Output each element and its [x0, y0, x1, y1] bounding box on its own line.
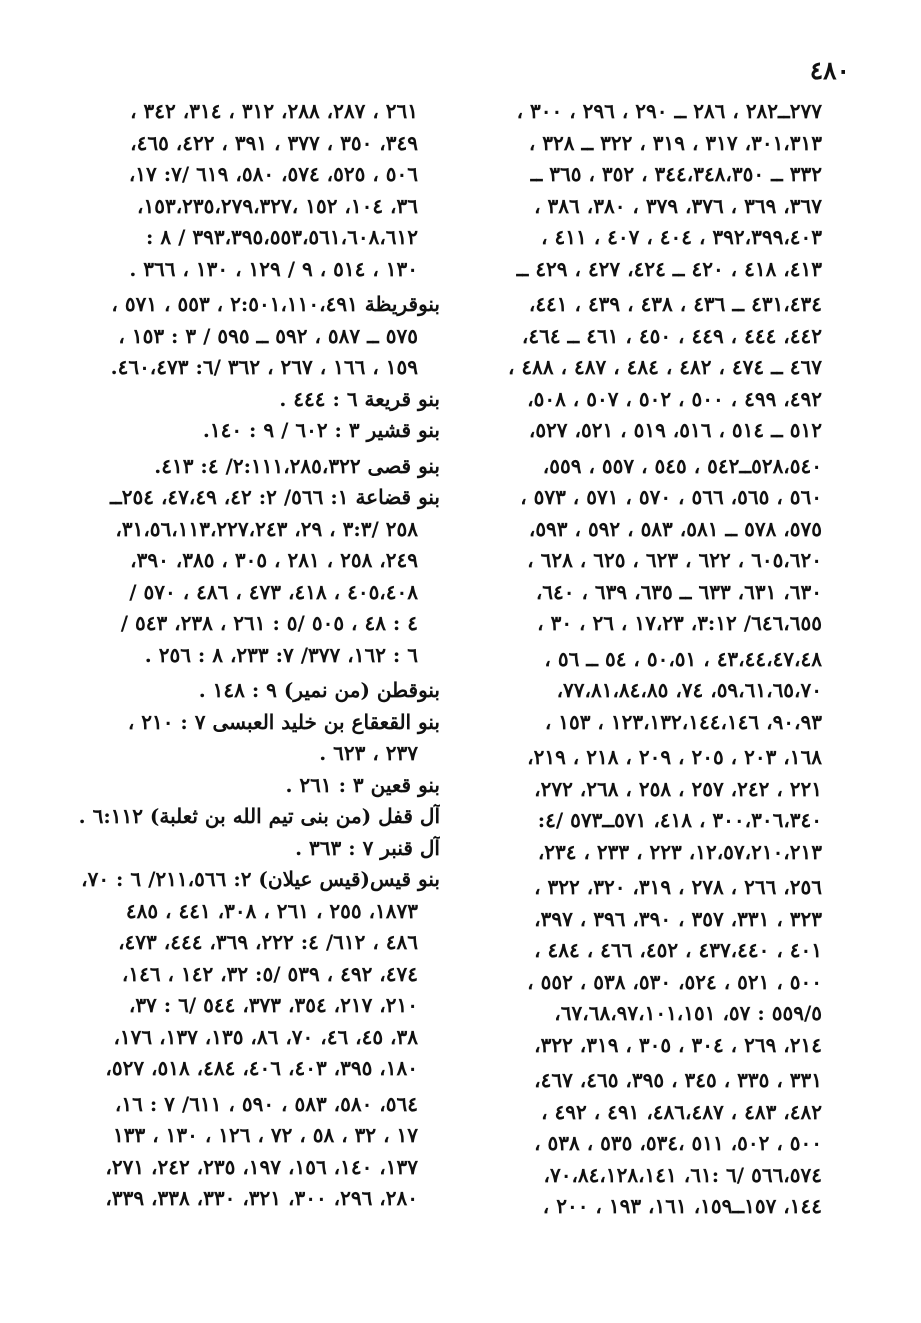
index-line: ٤٨٢، ٤٨٣ ، ٤٨٦،٤٨٧، ٤٩١ ، ٤٩٢ ، [541, 1099, 822, 1124]
index-line: ٤٣،٤٤،٤٧،٤٨ ، ٥٠،٥١ ، ٥٤ ــ ٥٦ ، [544, 646, 822, 671]
index-line: ٣٠١،٣١٣، ٣١٧ ، ٣١٩ ، ٣٢٢ ــ ٣٢٨ ، [528, 130, 822, 155]
index-line: ٢٤٩، ٢٥٨ ، ٢٨١ ، ٣٠٥ ، ٣٨٥، ٣٩٠، [130, 548, 418, 572]
index-line: ٢٢١ ، ٢٤٢، ٢٥٧ ، ٢٥٨ ، ٢٦٨، ٢٧٢، [534, 776, 822, 801]
index-line: ٥٧٥، ٥٧٨ ــ ٥٨١، ٥٨٣ ، ٥٩٢ ، ٥٩٣، [528, 516, 822, 541]
index-line: ٤٧٤، ٤٩٢ ، ٥٣٩ /٥: ٣٢، ١٤٢ ، ١٤٦، [121, 961, 418, 986]
index-column-left [62, 96, 440, 1215]
index-line: ٤١٣، ٤١٨ ، ٤٢٠ ــ ٤٢٤، ٤٢٧ ، ٤٢٩ ــ [516, 256, 822, 281]
index-line: ٥٥٩/٥ : ٥٧، ٦٧،٦٨،٩٧،١٠١،١٥١، [554, 1001, 822, 1025]
index-line: ٣٢٣ ، ٣٣١، ٣٥٧ ، ٣٩٠، ٣٩٦ ، ٣٩٧، [534, 906, 822, 931]
index-line: ٣٦، ١٠٤، ١٥٢ ،١٥٣،٢٣٥،٢٧٩،٣٢٧، [137, 193, 418, 218]
index-line: ٣٣١ ، ٣٣٥ ، ٣٤٥ ، ٣٩٥، ٤٦٥، ٤٦٧، [534, 1068, 822, 1092]
index-line: ٤٨٦ ، ٦١٢/ ٤: ٢٢٢، ٣٦٩، ٤٤٤، ٤٧٣، [118, 930, 418, 954]
index-line: ٣٩٣،٣٩٥،٥٥٣،٥٦١،٦٠٨،٦١٢ / ٨ : [146, 225, 418, 249]
page-number: ٤٨٠ [809, 56, 850, 85]
index-line: ٥٦٤، ٥٨٠، ٥٨٣ ، ٥٩٠ ، ٦١١/ ٧ : ١٦، [114, 1091, 418, 1116]
index-line: ٤٠١ ، ٤٣٧،٤٤٠ ، ٤٥٢، ٤٦٦ ، ٤٨٤ ، [534, 938, 822, 962]
index-line: ٥١٢ ــ ٥١٤ ، ٥١٦، ٥١٩ ، ٥٢١، ٥٢٧، [528, 418, 822, 442]
index-line: ٥٦٦،٥٧٤ /٦ :٦١، ٧٠،٨٤،١٢٨،١٤١، [543, 1162, 822, 1187]
index-line: ٢١٠، ٢١٧، ٣٥٤، ٣٧٣، ٥٤٤ /٦ : ٣٧، [128, 993, 418, 1017]
index-line: ٢١٤، ٢٦٩ ، ٣٠٤ ، ٣٠٥ ، ٣١٩، ٣٢٢، [534, 1032, 822, 1057]
index-entry-line: آل قفل (من بنى تيم الله بن ثعلبة) ٦:١١٢ . [78, 804, 440, 828]
index-line: ١٣٠ ، ٥١٤ ، ٩ / ١٢٩ ، ١٣٠ ، ٣٦٦ . [129, 256, 418, 281]
index-entry-line: بنو قضاعة ١: ٥٦٦/ ٢: ٤٢، ٤٧،٤٩، ٢٥٤ــ [110, 485, 440, 509]
index-line: ٤٤٢، ٤٤٤ ، ٤٤٩ ، ٤٥٠ ، ٤٦١ ــ ٤٦٤، [521, 323, 822, 348]
index-line: ٣٤٩، ٣٥٠ ، ٣٧٧ ، ٣٩١ ، ٤٢٢، ٤٦٥، [130, 130, 418, 155]
index-line: ٢٣٧ ، ٦٢٣ . [319, 741, 418, 765]
index-line: ٢٨٠، ٢٩٦، ٣٠٠، ٣٢١، ٣٣٠، ٣٣٨، ٣٣٩، [105, 1186, 418, 1210]
index-line: ١٣٧، ١٤٠، ١٥٦، ١٩٧، ٢٣٥، ٢٤٢، ٢٧١، [105, 1154, 418, 1179]
index-line: ٣٣٢ ــ ٣٤٤،٣٤٨،٣٥٠ ، ٣٥٢ ، ٣٦٥ ــ [530, 162, 822, 186]
index-entry-line: بنو القعقاع بن خليد العبسى ٧ : ٢١٠ ، [127, 709, 440, 734]
index-entry-line: بنوقطن (من نمير) ٩ : ١٤٨ . [198, 678, 440, 702]
index-line: ٣٩٢،٣٩٩،٤٠٣ ، ٤٠٤ ، ٤٠٧ ، ٤١١ ، [541, 225, 822, 249]
index-line: ٥٠٠ ، ٥٠٢، ٥١١ ،٥٣٤، ٥٣٥ ، ٥٣٨ ، [534, 1131, 822, 1155]
index-line: ٦٠٥،٦٢٠ ، ٦٢٢ ، ٦٢٣ ، ٦٢٥ ، ٦٢٨ ، [527, 548, 822, 572]
index-line: ٢٥٦، ٢٦٦ ، ٢٧٨ ، ٣١٩، ٣٢٠، ٣٢٢ ، [534, 875, 822, 899]
index-line: ٣٨، ٤٥، ٤٦، ٧٠، ٨٦، ١٣٥، ١٣٧، ١٧٦، [113, 1024, 418, 1049]
index-line: ٤٣١،٤٣٤ ــ ٤٣٦ ، ٤٣٨ ، ٤٣٩ ، ٤٤١، [528, 292, 822, 316]
index-line: ١٧ ، ٣٢ ، ٥٨ ، ٧٢ ، ١٢٦ ، ١٣٠ ، ١٣٣ [113, 1123, 418, 1147]
index-line: ٥٩،٦١،٦٥،٧٠، ٧٤، ٧٧،٨١،٨٤،٨٥، [556, 678, 822, 702]
index-line: ٤٩٢، ٤٩٩ ، ٥٠٠ ، ٥٠٢ ، ٥٠٧ ، ٥٠٨، [527, 386, 822, 411]
index-line: ٩٠،٩٣، ١٢٣،١٣٢،١٤٤،١٤٦ ، ١٥٣ ، [544, 709, 822, 734]
index-line: ٤٦٧ ــ ٤٧٤ ، ٤٨٢ ، ٤٨٤ ، ٤٨٧ ، ٤٨٨ ، [507, 355, 822, 379]
index-line: ٥٦٠ ، ٥٦٥، ٥٦٦ ، ٥٧٠ ، ٥٧١ ، ٥٧٣ ، [520, 485, 822, 509]
index-line: ٢٥٨ /٣:٣ ، ٢٩، ٣١،٥٦،١١٣،٢٢٧،٢٤٣، [115, 516, 418, 541]
index-line: ٦٤٦،٦٥٥/ ٣:١٢، ١٧،٢٣ ، ٢٦ ، ٣٠ ، [537, 611, 822, 635]
index-line: ١٦٨، ٢٠٣ ، ٢٠٥ ، ٢٠٩ ، ٢١٨ ، ٢١٩، [527, 745, 822, 769]
index-entry-line: بنو قيس(قيس عيلان) ٢: ٢١١،٥٦٦/ ٦ : ٧٠، [81, 867, 440, 891]
index-line: ٣٠٠،٣٠٦،٣٤٠ ، ٤١٨، ٥٧١ــ٥٧٣ /٤: [537, 808, 822, 832]
index-line: ١٢،٥٧،٢١٠،٢١٣، ٢٢٣ ، ٢٣٣ ، ٢٣٤، [537, 839, 822, 864]
index-line: ٥٠٠ ، ٥٢١ ، ٥٢٤، ٥٣٠، ٥٣٨ ، ٥٥٢ ، [527, 969, 822, 994]
index-line: ٦ : ١٦٢، ٣٧٧/ ٧: ٢٣٣، ٨ : ٢٥٦ . [144, 642, 418, 667]
index-line: ١٤٤، ١٥٧ــ١٥٩، ١٦١، ١٩٣ ، ٢٠٠ ، [542, 1194, 822, 1218]
index-line: ٥٠٦ ، ٥٢٥، ٥٧٤، ٥٨٠، ٦١٩ /٧: ١٧، [128, 162, 418, 186]
index-entry-line: بنو قريعة ٦ : ٤٤٤ . [279, 386, 440, 411]
index-line: ٤٠٥،٤٠٨ ، ٤١٨، ٤٧٣ ، ٤٨٦ ، ٥٧٠ / [129, 579, 418, 604]
index-line: ١٥٩ ، ١٦٦ ، ٢٦٧ ، ٣٦٢ /٦: ٤٦٠،٤٧٣. [110, 355, 418, 379]
index-line: ١٨٧٣، ٢٥٥ ، ٢٦١ ، ٣٠٨، ٤٤١ ، ٤٨٥ [125, 898, 418, 923]
index-line: ٥٢٨،٥٤٠ــ٥٤٢ ، ٥٤٥ ، ٥٥٧ ، ٥٥٩، [542, 453, 822, 478]
index-line: ٥٧٥ ــ ٥٨٧ ، ٥٩٢ ــ ٥٩٥ / ٣ : ١٥٣ ، [118, 323, 418, 348]
index-column-right [470, 96, 822, 1223]
index-line: ٣٦٧، ٣٦٩ ، ٣٧٦، ٣٧٩ ، ٣٨٠، ٣٨٦ ، [534, 193, 822, 218]
index-entry-line: بنو قعين ٣ : ٢٦١ . [285, 772, 440, 797]
index-entry-line: آل قنبر ٧ : ٣٦٣ . [295, 835, 440, 860]
index-line: ٦٣٠، ٦٣١، ٦٣٣ ــ ٦٣٥، ٦٣٩ ، ٦٤٠، [535, 579, 822, 604]
index-entry-line: بنو قشير ٣ : ٦٠٢ / ٩ : ١٤٠. [202, 418, 440, 442]
index-line: ٤ : ٤٨ ، ٥٠٥ /٥ : ٢٦١ ، ٢٣٨، ٥٤٣ / [120, 611, 418, 635]
index-line: ١٨٠، ٣٩٥، ٤٠٣، ٤٠٦، ٤٨٤، ٥١٨، ٥٢٧، [105, 1056, 418, 1080]
index-line: ٢٧٧ــ٢٨٢ ، ٢٨٦ ــ ٢٩٠ ، ٢٩٦ ، ٣٠٠ ، [516, 99, 822, 123]
index-line: ٢٦١ ، ٢٨٧، ٢٨٨، ٣١٢ ، ٣١٤، ٣٤٢ ، [130, 99, 418, 123]
index-entry-line: بنوقريظة ٢:٥٠١،١١٠،٤٩١ ، ٥٥٣ ، ٥٧١ ، [111, 292, 440, 316]
index-entry-line: بنو قصى ٢:١١١،٢٨٥،٣٢٢/ ٤: ٤١٣. [154, 453, 440, 478]
